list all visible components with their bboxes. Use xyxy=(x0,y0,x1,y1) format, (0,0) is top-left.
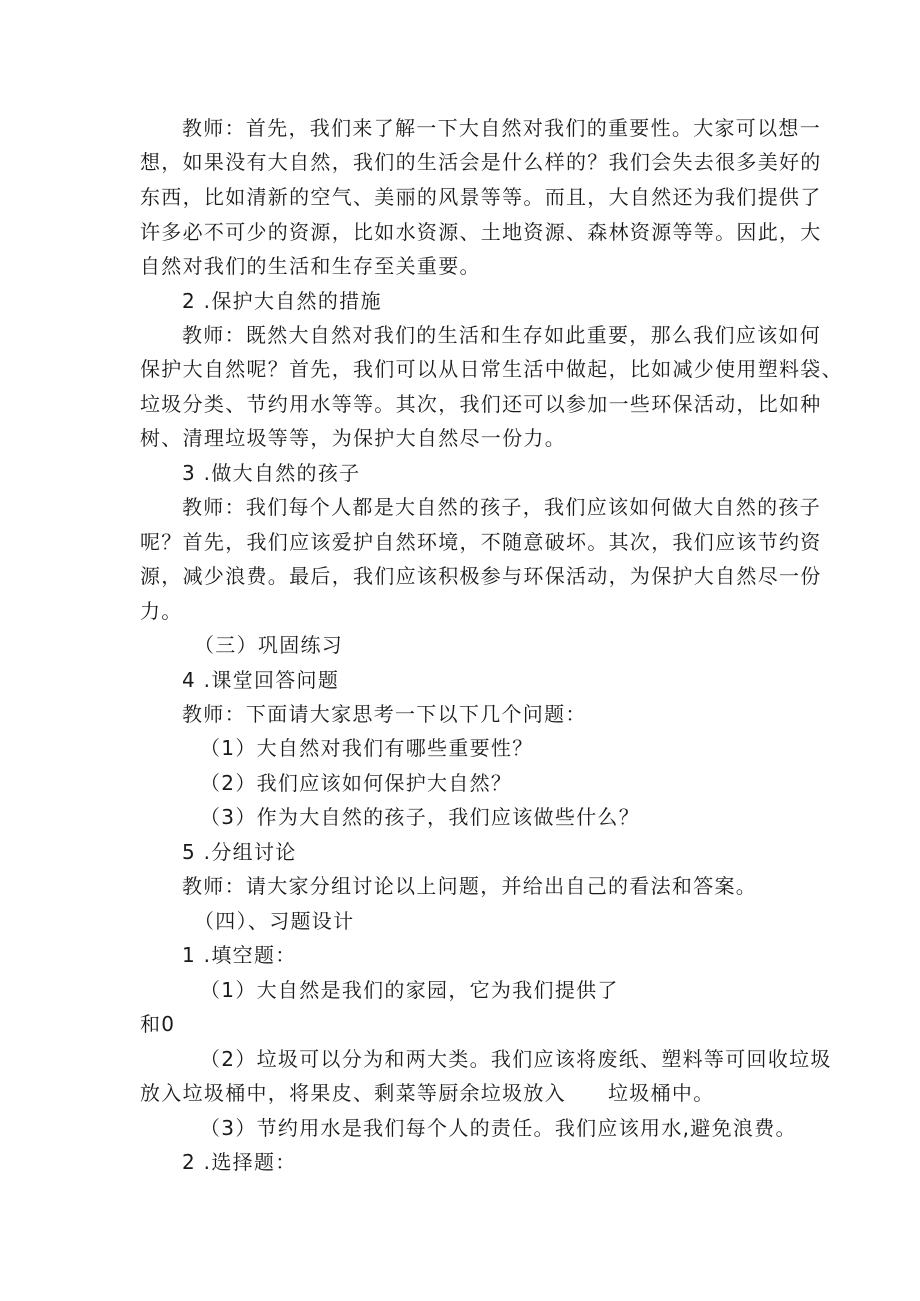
paragraph-line: 东西，比如清新的空气、美丽的风景等等。而且，大自然还为我们提供了 xyxy=(140,185,822,209)
exercise-text: 垃圾桶中。 xyxy=(608,1081,715,1105)
paragraph-line: 教师：我们每个人都是大自然的孩子，我们应该如何做大自然的孩子 xyxy=(182,495,821,519)
question-item: （1）大自然对我们有哪些重要性？ xyxy=(200,736,534,760)
section-heading: 2 .选择题： xyxy=(182,1150,297,1174)
section-heading: （三）巩固练习 xyxy=(194,633,344,657)
question-item: （3）作为大自然的孩子，我们应该做些什么？ xyxy=(200,805,641,829)
paragraph-line: 保护大自然呢？首先，我们可以从日常生活中做起，比如减少使用塑料袋、 xyxy=(140,357,843,381)
exercise-item xyxy=(140,1079,715,1107)
section-heading: 1 .填空题： xyxy=(182,943,297,967)
exercise-text: 放入垃圾桶中，将果皮、剩菜等厨余垃圾放入 xyxy=(140,1081,566,1105)
paragraph-line: 教师：既然大自然对我们的生活和生存如此重要，那么我们应该如何 xyxy=(182,323,821,347)
paragraph-line: 教师：下面请大家思考一下以下几个问题： xyxy=(182,702,587,726)
section-heading: 5 .分组讨论 xyxy=(182,840,297,864)
paragraph-line: 许多必不可少的资源，比如水资源、土地资源、森林资源等等。因此，大 xyxy=(140,220,822,244)
exercise-item: （1）大自然是我们的家园，它为我们提供了 xyxy=(200,978,619,1002)
paragraph-line: 呢？首先，我们应该爱护自然环境，不随意破坏。其次，我们应该节约资 xyxy=(140,530,822,554)
paragraph-line: 教师：首先，我们来了解一下大自然对我们的重要性。大家可以想一 xyxy=(182,116,821,140)
paragraph-line: 树、清理垃圾等等，为保护大自然尽一份力。 xyxy=(140,426,566,450)
exercise-item: （3）节约用水是我们每个人的责任。我们应该用水,避免浪费。 xyxy=(200,1116,797,1140)
paragraph-line: 源，减少浪费。最后，我们应该积极参与环保活动，为保护大自然尽一份 xyxy=(140,564,822,588)
paragraph-line: 垃圾分类、节约用水等等。其次，我们还可以参加一些环保活动，比如种 xyxy=(140,392,822,416)
paragraph-line: 力。 xyxy=(140,599,183,623)
section-heading: 4 .课堂回答问题 xyxy=(182,668,340,692)
question-item: （2）我们应该如何保护大自然？ xyxy=(200,771,513,795)
paragraph-line: 自然对我们的生活和生存至关重要。 xyxy=(140,254,481,278)
section-heading: 3 .做大自然的孩子 xyxy=(182,461,361,485)
paragraph-line: 教师：请大家分组讨论以上问题，并给出自己的看法和答案。 xyxy=(182,874,758,898)
exercise-item: （2）垃圾可以分为和两大类。我们应该将废纸、塑料等可回收垃圾 xyxy=(200,1047,832,1071)
exercise-item: 和0 xyxy=(140,1012,176,1036)
section-heading: 2 .保护大自然的措施 xyxy=(182,289,382,313)
section-heading: （四）、习题设计 xyxy=(194,909,355,933)
paragraph-line: 想，如果没有大自然，我们的生活会是什么样的？我们会失去很多美好的 xyxy=(140,150,822,174)
